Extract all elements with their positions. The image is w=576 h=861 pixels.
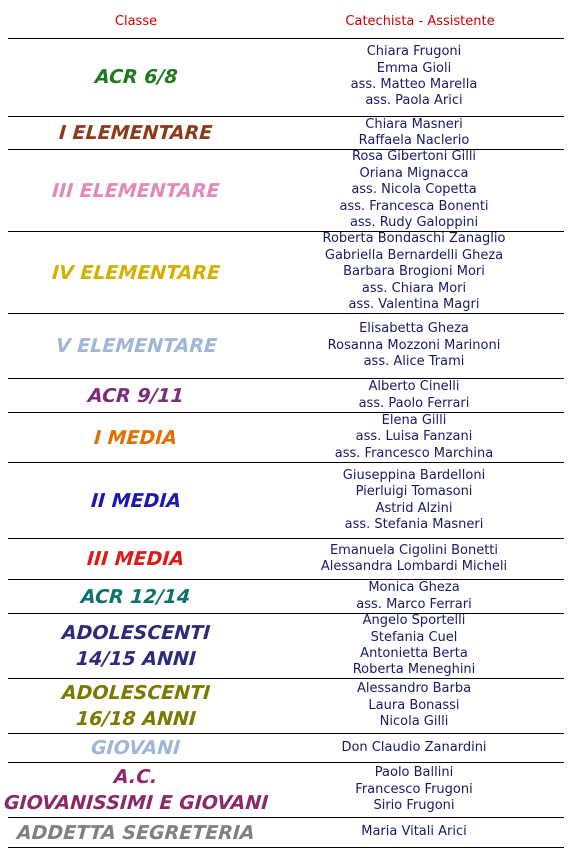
people-list xyxy=(264,580,564,613)
person-name: Astrid Alzini xyxy=(375,500,453,516)
person-name: Sirio Frugoni xyxy=(373,798,455,814)
class-name-line: ADDETTA SEGRETERIA xyxy=(16,821,256,844)
class-name xyxy=(8,38,264,116)
class-name xyxy=(8,117,264,149)
person-name: Elisabetta Gheza xyxy=(359,321,469,337)
person-name: Rosanna Mozzoni Marinoni xyxy=(327,337,501,353)
table-row xyxy=(8,379,564,413)
class-name-line: GIOVANI xyxy=(90,737,182,759)
person-name: Chiara Masneri xyxy=(365,116,463,132)
person-name: ass. Alice Trami xyxy=(363,354,465,370)
class-name xyxy=(8,679,264,733)
table-row xyxy=(8,38,564,117)
person-name: Angelo Sportelli xyxy=(362,613,466,629)
class-name xyxy=(8,150,264,231)
people-list xyxy=(264,117,564,149)
person-name: Alessandro Barba xyxy=(356,681,472,697)
person-name: Roberta Bondaschi Zanaglio xyxy=(322,231,506,247)
person-name: Laura Bonassi xyxy=(368,697,460,713)
person-name: Paolo Ballini xyxy=(374,765,454,781)
class-name xyxy=(8,314,264,378)
table-row xyxy=(8,413,564,463)
person-name: Monica Gheza xyxy=(368,580,460,596)
person-name: Don Claudio Zanardini xyxy=(341,739,487,755)
person-name: ass. Paolo Ferrari xyxy=(358,395,470,411)
people-list xyxy=(264,614,564,678)
people-list xyxy=(264,734,564,762)
person-name: Emanuela Cigolini Bonetti xyxy=(329,542,499,558)
class-name xyxy=(8,539,264,579)
person-name: Barbara Brogioni Mori xyxy=(343,264,485,280)
header-catechista-assistente: Catechista - Assistente xyxy=(345,14,495,29)
table-row xyxy=(8,734,564,763)
class-name xyxy=(8,818,264,847)
class-name xyxy=(8,614,264,678)
person-name: Raffaela Naclerio xyxy=(358,133,470,148)
person-name: Pierluigi Tomasoni xyxy=(355,484,473,500)
person-name: ass. Luisa Fanzani xyxy=(355,429,473,445)
person-name: Giuseppina Bardelloni xyxy=(342,467,486,483)
class-name-line: ACR 12/14 xyxy=(80,585,192,608)
person-name: ass. Marco Ferrari xyxy=(356,596,472,612)
table-row xyxy=(8,232,564,314)
class-name-line: IV ELEMENTARE xyxy=(51,261,221,284)
person-name: Stefania Cuel xyxy=(370,629,458,645)
table-row xyxy=(8,463,564,539)
class-name-line: I ELEMENTARE xyxy=(58,122,214,144)
person-name: ass. Chiara Mori xyxy=(361,280,467,296)
class-name-line: GIOVANISSIMI E GIOVANI xyxy=(3,792,269,814)
class-name-line: I MEDIA xyxy=(93,426,179,449)
person-name: Francesco Frugoni xyxy=(355,781,473,797)
person-name: ass. Francesca Bonenti xyxy=(339,198,489,214)
person-name: Alessandra Lombardi Micheli xyxy=(320,559,508,574)
table-row xyxy=(8,679,564,734)
people-list xyxy=(264,413,564,462)
person-name: ass. Paola Arici xyxy=(365,93,463,109)
table-row xyxy=(3,763,564,818)
class-name-line: 14/15 ANNI xyxy=(75,648,197,670)
class-name-line: ADOLESCENTI xyxy=(61,622,211,644)
person-name: ass. Stefania Masneri xyxy=(344,516,484,532)
class-name-line: III ELEMENTARE xyxy=(51,179,221,202)
person-name: Oriana Mignacca xyxy=(359,165,469,181)
person-name: ass. Francesco Marchina xyxy=(334,445,494,461)
person-name: Alberto Cinelli xyxy=(368,379,460,395)
table-row xyxy=(8,818,564,848)
people-list xyxy=(264,150,564,231)
class-name-line: ACR 6/8 xyxy=(93,66,179,88)
class-name xyxy=(8,734,264,762)
table-row xyxy=(8,580,564,614)
people-list xyxy=(264,763,564,817)
class-name-line: II MEDIA xyxy=(90,489,182,512)
class-name xyxy=(8,463,264,538)
class-name-line: III MEDIA xyxy=(86,548,186,570)
person-name: Maria Vitali Arici xyxy=(361,824,467,840)
person-name: ass. Rudy Galoppini xyxy=(349,215,479,231)
people-list xyxy=(264,818,564,847)
table-row xyxy=(8,117,564,150)
people-list xyxy=(264,232,564,313)
table-row xyxy=(8,150,564,232)
table-row xyxy=(8,539,564,580)
class-name xyxy=(8,232,264,313)
header-classe: Classe xyxy=(114,14,158,29)
people-list xyxy=(264,38,564,116)
class-name xyxy=(8,379,264,412)
class-name-line: ADOLESCENTI xyxy=(61,682,211,704)
people-list xyxy=(264,539,564,579)
person-name: ass. Matteo Marella xyxy=(350,77,478,92)
person-name: Rosa Gibertoni Gilli xyxy=(351,149,477,165)
person-name: Elena Gilli xyxy=(381,412,447,428)
class-name-line: A.C. xyxy=(113,766,159,788)
people-list xyxy=(264,379,564,412)
class-name xyxy=(8,580,264,613)
table-row xyxy=(8,314,564,379)
class-name-line: 16/18 ANNI xyxy=(75,708,197,730)
person-name: Chiara Frugoni xyxy=(366,44,462,60)
person-name: Antonietta Berta xyxy=(360,646,468,661)
person-name: ass. Nicola Copetta xyxy=(351,182,477,198)
person-name: Roberta Meneghini xyxy=(352,662,476,678)
person-name: Emma Gioli xyxy=(376,60,452,76)
people-list xyxy=(264,463,564,538)
class-name-line: ACR 9/11 xyxy=(87,384,185,407)
person-name: ass. Valentina Magri xyxy=(348,297,480,313)
person-name: Nicola Gilli xyxy=(379,714,449,730)
class-name-line: V ELEMENTARE xyxy=(54,335,218,357)
table-header xyxy=(8,0,564,39)
people-list xyxy=(264,679,564,733)
class-name xyxy=(3,763,269,817)
table-row xyxy=(8,614,564,679)
class-name xyxy=(8,413,264,462)
people-list xyxy=(264,314,564,378)
person-name: Gabriella Bernardelli Gheza xyxy=(324,247,504,263)
